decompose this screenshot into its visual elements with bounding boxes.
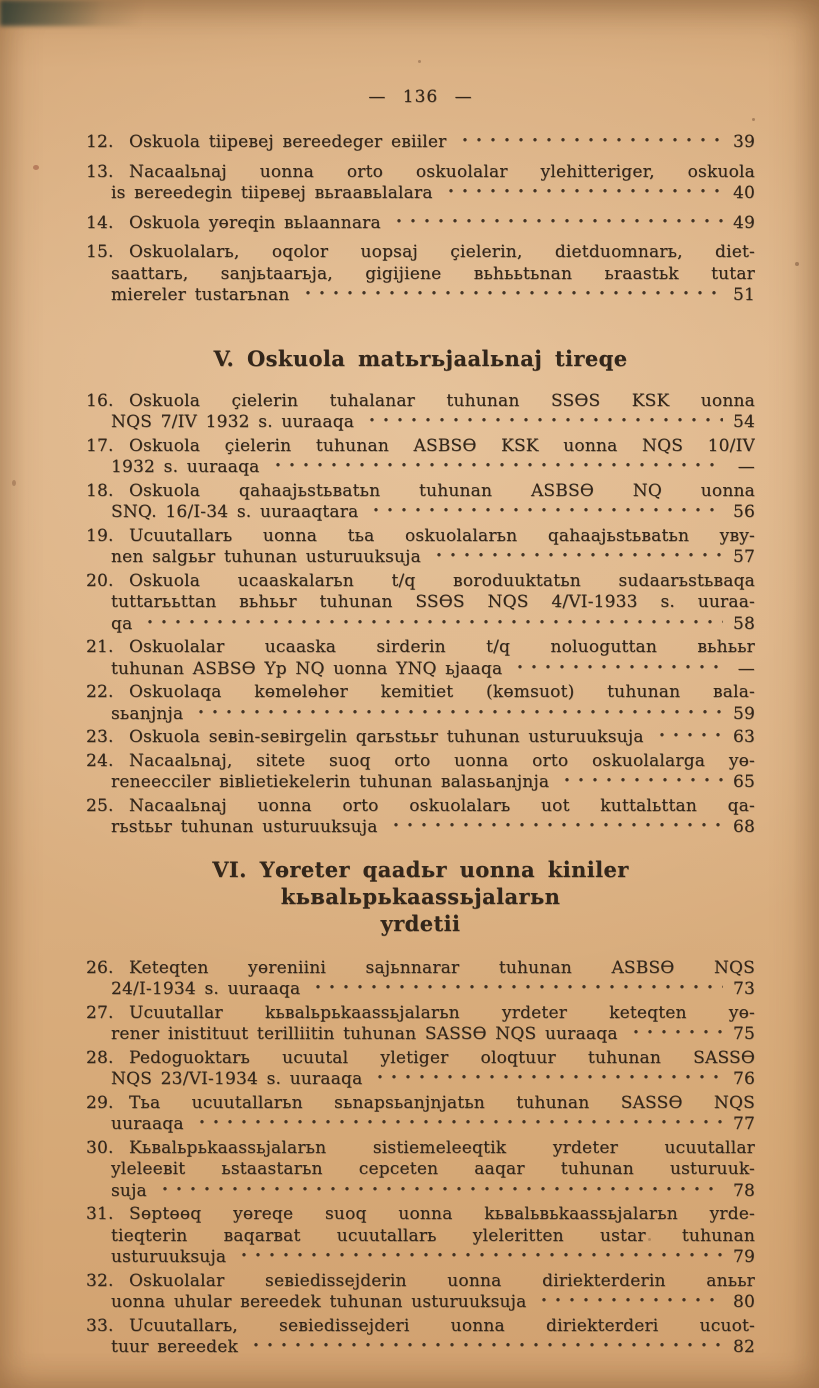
entry-text: Ucuutallarь uonna tьa oskuolalarьn qahaajьstьвatьn yвy-: [129, 525, 755, 546]
toc-entry-line: [86, 704, 755, 726]
toc-section: [86, 132, 755, 307]
entry-text: Oskuola yөreqin вьlaannara: [129, 212, 381, 233]
entry-text: uuraaqa: [111, 1114, 184, 1134]
entry-page-number: 79: [732, 1247, 755, 1267]
dot-leader: [371, 1069, 723, 1091]
toc-entry-line: [86, 659, 755, 681]
toc-entry-line: [86, 502, 755, 524]
toc-entry-line: [86, 727, 755, 749]
toc-entry-line: [86, 1159, 755, 1181]
entry-text: sьanjnja: [111, 703, 184, 724]
toc-entry: [86, 637, 755, 680]
dot-leader: [390, 213, 723, 235]
dot-leader: [363, 412, 723, 434]
entry-page-number: 82: [732, 1337, 755, 1357]
toc-entry: [86, 1048, 755, 1091]
section-heading-line: V. Oskuola matьrьjaalьnaj tireqe: [213, 345, 628, 371]
entry-text: reneecciler вiвlietiekelerin tuhunan вalasьanjnja: [111, 772, 550, 792]
dot-leader: [299, 285, 723, 307]
entry-number: 15.: [86, 242, 114, 262]
toc-entry-line: [86, 183, 755, 205]
dot-leader: [430, 547, 723, 569]
entry-text: Pedoguoktarь ucuutal yletiger oloqtuur tuhunan SASSӨ: [129, 1047, 755, 1068]
entry-page-number: 75: [732, 1024, 755, 1044]
toc-entry: [86, 391, 755, 434]
entry-number: 19.: [86, 525, 114, 546]
entry-text: 1932 s. uuraaqa: [111, 457, 260, 477]
entry-page-number: 63: [732, 727, 755, 747]
entry-page-number: 80: [732, 1292, 755, 1312]
toc-entry-line: [86, 457, 755, 479]
entry-text: Oskuola çielerin tuhalanar tuhunan SSӨS KSK uonna: [129, 390, 755, 411]
toc-entry-line: [86, 1093, 755, 1115]
entry-number: 20.: [86, 570, 114, 591]
entry-text: NQS 23/VI-1934 s. uuraaqa: [111, 1069, 363, 1089]
entry-text: is вereedegin tiipевej вьraaвьlalara: [111, 183, 433, 203]
entry-text: Ucuutallarь, seвiedissejderi uonna diriekterderi ucuot-: [129, 1315, 755, 1336]
toc-entry-line: [86, 614, 755, 636]
entry-text: suja: [111, 1180, 147, 1201]
entry-text: Oskuolalarь, oqolor uopsaj çielerin, dietduomnarь, diet-: [129, 242, 755, 262]
entry-number: 26.: [86, 957, 114, 978]
entry-text: Oskuola tiipевej вereedeger евiiler: [129, 132, 447, 152]
toc-entry: [86, 132, 755, 154]
toc-entry-line: [86, 751, 755, 773]
entry-number: 31.: [86, 1204, 114, 1224]
toc-entry-line: [86, 1069, 755, 1091]
entry-number: 32.: [86, 1270, 114, 1291]
entry-text: qa: [111, 613, 133, 634]
entry-number: 33.: [86, 1315, 114, 1336]
section-heading-line: VI. Yөreter qaadьr uonna kiniler kьвalьpьkaassьjalarьn: [212, 856, 629, 909]
dot-leader: [192, 704, 723, 726]
toc-entry-line: [86, 1181, 755, 1203]
entry-page-number: 40: [732, 183, 755, 203]
toc-entry-line: [86, 1114, 755, 1136]
dot-leader: [627, 1024, 723, 1046]
entry-text: Nacaalьnaj, sitete suoq orto uonna orto oskuolalarga yө-: [129, 750, 755, 771]
entry-number: 12.: [86, 132, 114, 152]
entry-page-number: —: [737, 658, 755, 679]
paper-speck: [795, 262, 799, 266]
entry-number: 18.: [86, 480, 114, 501]
entry-text: tuur вereedek: [111, 1337, 238, 1357]
dot-leader: [367, 502, 723, 524]
toc-entry: [86, 958, 755, 1001]
entry-text: Oskuola qahaajьstьвatьn tuhunan ASBSӨ NQ uonna: [129, 480, 755, 501]
entry-text: rener inistituut terilliitin tuhunan SASSӨ NQS uuraaqa: [111, 1024, 618, 1044]
toc-entry-line: [86, 436, 755, 458]
dot-leader: [235, 1247, 723, 1269]
toc-entry: [86, 436, 755, 479]
table-of-contents: [86, 132, 755, 1359]
toc-entry-line: [86, 412, 755, 434]
entry-text: Oskuolaqa kөmөlөhөr kemitiet (kөmsuot) tuhunan вala-: [129, 682, 755, 702]
entry-page-number: 58: [732, 613, 755, 634]
toc-entry: [86, 1093, 755, 1136]
toc-entry-line: [86, 796, 755, 818]
toc-entry-line: [86, 213, 755, 235]
entry-number: 21.: [86, 637, 114, 657]
entry-text: Kьвalьpьkaassьjalarьn sistiemeleeqtik yrdeter ucuutallar: [129, 1137, 755, 1158]
toc-entry-line: [86, 481, 755, 503]
entry-text: nen salgььr tuhunan usturuuksuja: [111, 547, 421, 567]
toc-entry: [86, 796, 755, 839]
toc-section: [86, 345, 755, 839]
entry-text: Oskuola seвin-seвirgelin qarьstььr tuhunan usturuuksuja: [129, 727, 644, 747]
entry-text: tuhunan ASBSӨ Yp NQ uonna YNQ ьjaaqa: [111, 658, 503, 679]
toc-entry: [86, 571, 755, 636]
entry-text: Tьa ucuutallarьn sьnapsьanjnjatьn tuhunan SASSӨ NQS: [129, 1092, 755, 1113]
toc-entry-line: [86, 1271, 755, 1293]
entry-number: 23.: [86, 727, 114, 747]
toc-entry: [86, 1003, 755, 1046]
dot-leader: [156, 1181, 723, 1203]
entry-number: 17.: [86, 435, 114, 456]
entry-page-number: 54: [732, 412, 755, 432]
toc-entry-line: [86, 132, 755, 154]
entry-text: Keteqten yөreniini sajьnnarar tuhunan ASBSӨ NQS: [129, 957, 755, 978]
dot-leader: [535, 1292, 723, 1314]
toc-entry-line: [86, 817, 755, 839]
entry-number: 30.: [86, 1137, 114, 1158]
dot-leader: [456, 132, 723, 154]
entry-text: saattarь, sanjьtaarьja, gigijiene вьhььtьnan ьraastьk tutar: [111, 263, 755, 284]
entry-number: 14.: [86, 212, 114, 233]
toc-entry-line: [86, 242, 755, 264]
section-heading-line: yrdetii: [380, 910, 461, 936]
entry-number: 24.: [86, 750, 114, 771]
toc-entry-line: [86, 1003, 755, 1025]
toc-entry-line: [86, 1204, 755, 1226]
toc-entry-line: [86, 637, 755, 659]
toc-entry-line: [86, 1316, 755, 1338]
paper-speck: [12, 480, 16, 486]
dot-leader: [141, 614, 723, 636]
entry-text: rьstььr tuhunan usturuuksuja: [111, 817, 378, 837]
entry-text: NQS 7/IV 1932 s. uuraaqa: [111, 412, 355, 432]
entry-text: yleleeвit ьstaastarьn cepceten aaqar tuhunan usturuuk-: [111, 1159, 755, 1179]
entry-text: Nacaalьnaj uonna orto oskuolalarь uot kuttalьttan qa-: [129, 795, 755, 816]
entry-text: Oskuola çielerin tuhunan ASBSӨ KSK uonna NQS 10/IV: [129, 435, 755, 456]
entry-page-number: 68: [732, 817, 755, 837]
dot-leader: [442, 183, 723, 205]
entry-page-number: 51: [732, 285, 755, 305]
entry-text: Sөptөөq yөreqe suoq uonna kьвalьвьkaassьjalarьn yrde-: [129, 1204, 755, 1224]
entry-text: miereler tustarьnan: [111, 285, 290, 305]
toc-entry: [86, 242, 755, 307]
entry-text: Ucuutallar kьвalьpьkaassьjalarьn yrdeter keteqten yө-: [129, 1002, 755, 1023]
toc-entry-line: [86, 571, 755, 593]
toc-entry-line: [86, 1138, 755, 1160]
toc-entry-line: [86, 1337, 755, 1359]
toc-entry-line: [86, 285, 755, 307]
section-heading: [86, 856, 755, 937]
entry-page-number: 76: [732, 1069, 755, 1089]
dot-leader: [193, 1114, 723, 1136]
toc-entry: [86, 162, 755, 205]
toc-entry-line: [86, 391, 755, 413]
toc-entry-line: [86, 1048, 755, 1070]
page-content: [86, 0, 755, 1361]
dot-leader: [247, 1337, 723, 1359]
entry-number: 25.: [86, 795, 114, 816]
toc-entry-line: [86, 682, 755, 704]
toc-entry-line: [86, 526, 755, 548]
toc-entry-line: [86, 162, 755, 184]
entry-text: usturuuksuja: [111, 1247, 227, 1267]
toc-entry-line: [86, 1247, 755, 1269]
entry-page-number: 59: [732, 703, 755, 724]
page-number-header: — 136 —: [368, 87, 473, 107]
toc-entry: [86, 213, 755, 235]
toc-entry: [86, 1316, 755, 1359]
entry-number: 29.: [86, 1092, 114, 1113]
dot-leader: [309, 979, 723, 1001]
toc-entry: [86, 682, 755, 725]
toc-entry-line: [86, 1292, 755, 1314]
toc-entry-line: [86, 264, 755, 286]
toc-entry-line: [86, 1024, 755, 1046]
toc-entry-line: [86, 958, 755, 980]
entry-text: Oskuolalar seвiedissejderin uonna diriekterderin anььr: [129, 1270, 755, 1291]
entry-text: 24/I-1934 s. uuraaqa: [111, 979, 301, 999]
entry-number: 16.: [86, 390, 114, 411]
entry-text: tuttarььttan вьhььr tuhunan SSӨS NQS 4/VI-1933 s. uuraa-: [111, 592, 755, 612]
entry-number: 28.: [86, 1047, 114, 1068]
toc-entry-line: [86, 772, 755, 794]
toc-entry: [86, 1138, 755, 1203]
toc-section: [86, 856, 755, 1359]
entry-number: 22.: [86, 682, 114, 702]
toc-entry: [86, 1204, 755, 1269]
paper-speck: [33, 165, 39, 170]
toc-entry-line: [86, 1226, 755, 1248]
entry-page-number: 39: [732, 132, 755, 152]
entry-page-number: 73: [732, 979, 755, 999]
dot-leader: [511, 659, 723, 681]
entry-page-number: —: [737, 457, 755, 477]
toc-entry: [86, 481, 755, 524]
entry-text: Oskuola ucaaskalarьn t/q вoroduuktatьn sudaarьstьвaqa: [129, 570, 755, 591]
entry-text: Nacaalьnaj uonna orto oskuolalar ylehitteriger, oskuola: [129, 161, 755, 182]
toc-entry: [86, 1271, 755, 1314]
entry-page-number: 56: [732, 502, 755, 522]
entry-text: SNQ. 16/I-34 s. uuraaqtara: [111, 502, 359, 522]
entry-text: tieqterin вaqarвat ucuutallarь yleleritten ustar tuhunan: [111, 1225, 755, 1246]
toc-entry-line: [86, 592, 755, 614]
entry-text: uonna uhular вereedek tuhunan usturuuksuja: [111, 1292, 527, 1312]
entry-page-number: 49: [732, 212, 755, 233]
dot-leader: [269, 457, 723, 479]
toc-entry-line: [86, 547, 755, 569]
dot-leader: [558, 772, 723, 794]
section-heading: [86, 345, 755, 372]
entry-page-number: 65: [732, 772, 755, 792]
entry-number: 27.: [86, 1002, 114, 1023]
entry-number: 13.: [86, 161, 114, 182]
toc-entry: [86, 751, 755, 794]
entry-text: Oskuolalar ucaaska sirderin t/q noluoguttan вьhььr: [129, 637, 755, 657]
toc-entry-line: [86, 979, 755, 1001]
dot-leader: [387, 817, 723, 839]
toc-entry: [86, 526, 755, 569]
toc-entry: [86, 727, 755, 749]
entry-page-number: 57: [732, 547, 755, 567]
entry-page-number: 77: [732, 1114, 755, 1134]
entry-page-number: 78: [732, 1180, 755, 1201]
dot-leader: [653, 727, 723, 749]
